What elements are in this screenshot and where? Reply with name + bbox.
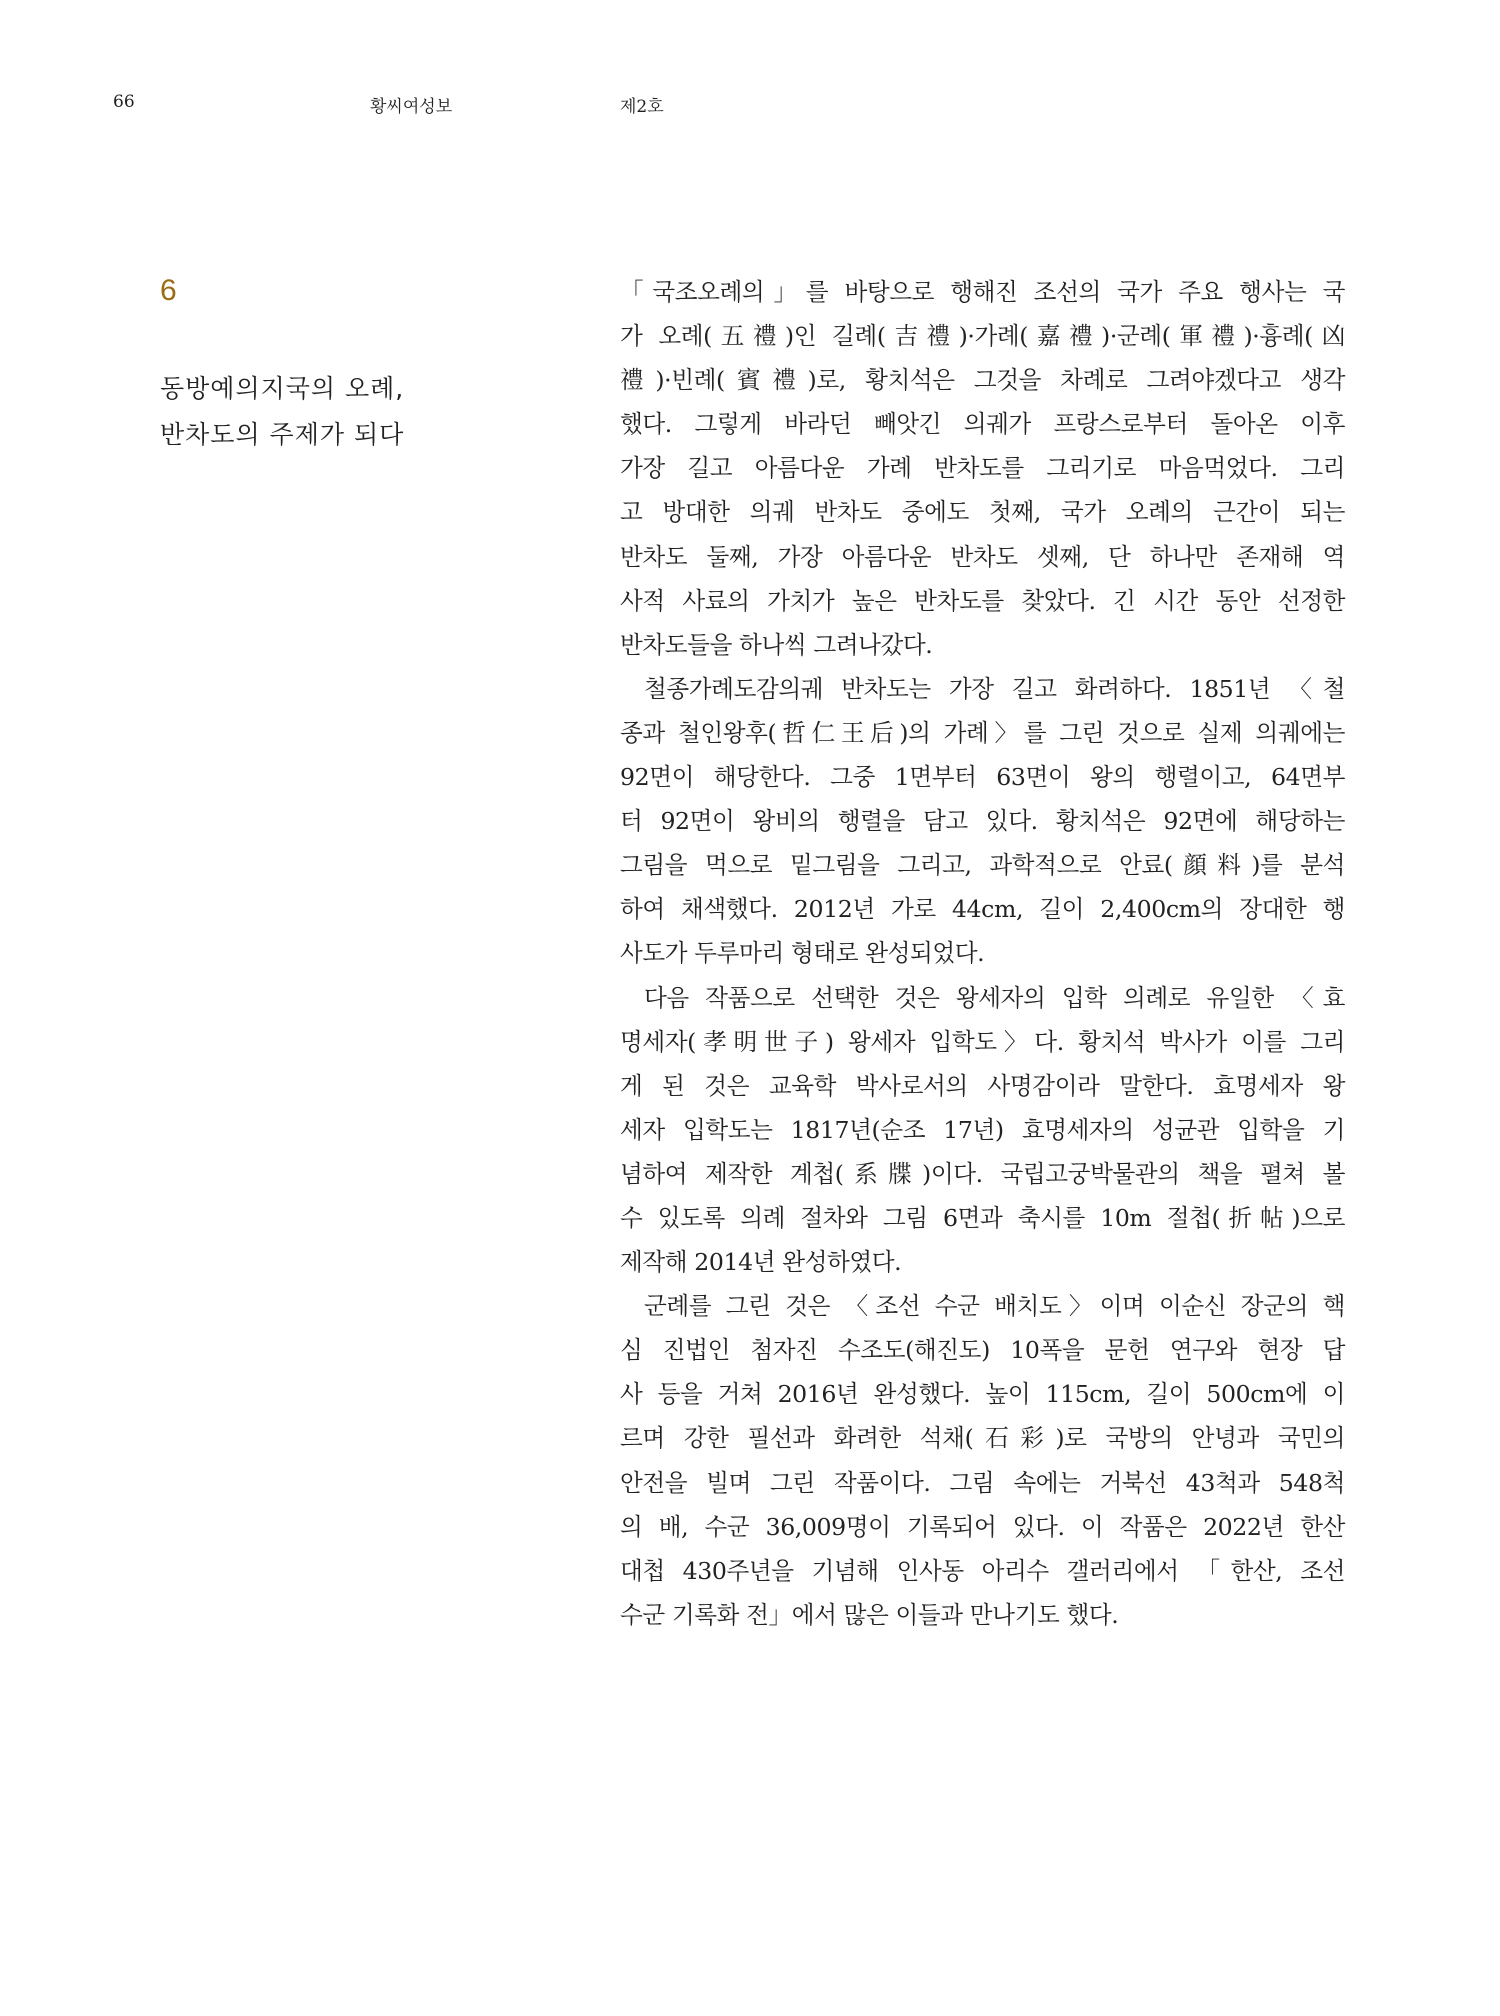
body-line: 고 방대한 의궤 반차도 중에도 첫째, 국가 오례의 근간이 되는 <box>620 498 1345 527</box>
section-title-line: 동방예의지국의 오례, <box>160 374 405 403</box>
body-line: 세자 입학도는 1817년(순조 17년) 효명세자의 성균관 입학을 기 <box>620 1115 1345 1144</box>
body-line: 가장 길고 아름다운 가례 반차도를 그리기로 마음먹었다. 그리 <box>620 454 1345 483</box>
body-line: 다음 작품으로 선택한 것은 왕세자의 입학 의례로 유일한 〈효 <box>644 983 1345 1012</box>
body-line: 념하여 제작한 계첩(系牒)이다. 국립고궁박물관의 책을 펼쳐 볼 <box>620 1159 1345 1188</box>
body-line: 사적 사료의 가치가 높은 반차도를 찾았다. 긴 시간 동안 선정한 <box>620 586 1345 615</box>
page-number: 66 <box>113 92 135 112</box>
body-line: 대첩 430주년을 기념해 인사동 아리수 갤러리에서 「한산, 조선 <box>620 1556 1345 1585</box>
body-line: 군례를 그린 것은 〈조선 수군 배치도〉이며 이순신 장군의 핵 <box>644 1292 1345 1321</box>
body-line: 종과 철인왕후(哲仁王后)의 가례〉를 그린 것으로 실제 의궤에는 <box>620 718 1345 747</box>
body-line: 했다. 그렇게 바라던 빼앗긴 의궤가 프랑스로부터 돌아온 이후 <box>620 410 1345 439</box>
body-line: 명세자(孝明世子) 왕세자 입학도〉다. 황치석 박사가 이를 그리 <box>620 1027 1345 1056</box>
body-line: 안전을 빌며 그린 작품이다. 그림 속에는 거북선 43척과 548척 <box>620 1468 1345 1497</box>
body-line: 반차도들을 하나씩 그려나갔다. <box>620 630 933 659</box>
body-line: 철종가례도감의궤 반차도는 가장 길고 화려하다. 1851년 〈철 <box>644 674 1345 703</box>
body-line: 게 된 것은 교육학 박사로서의 사명감이라 말한다. 효명세자 왕 <box>620 1071 1345 1100</box>
body-line: 르며 강한 필선과 화려한 석채(石彩)로 국방의 안녕과 국민의 <box>620 1424 1345 1453</box>
body-line: 터 92면이 왕비의 행렬을 담고 있다. 황치석은 92면에 해당하는 <box>620 807 1345 836</box>
publication-title: 황씨여성보 <box>370 97 453 117</box>
body-line: 제작해 2014년 완성하였다. <box>620 1248 902 1277</box>
body-line: 가 오례(五禮)인 길례(吉禮)·가례(嘉禮)·군례(軍禮)·흉례(凶 <box>620 322 1345 351</box>
running-header <box>0 92 1500 122</box>
issue-number: 제2호 <box>620 97 664 117</box>
body-line: 의 배, 수군 36,009명이 기록되어 있다. 이 작품은 2022년 한산 <box>620 1512 1345 1541</box>
section-number: 6 <box>160 274 177 307</box>
body-line: 禮)·빈례(賓禮)로, 황치석은 그것을 차례로 그려야겠다고 생각 <box>620 366 1345 395</box>
body-line: 사도가 두루마리 형태로 완성되었다. <box>620 939 985 968</box>
body-line: 92면이 해당한다. 그중 1면부터 63면이 왕의 행렬이고, 64면부 <box>620 763 1345 792</box>
body-line: 수 있도록 의례 절차와 그림 6면과 축시를 10m 절첩(折帖)으로 <box>620 1203 1345 1232</box>
body-line: 그림을 먹으로 밑그림을 그리고, 과학적으로 안료(顔料)를 분석 <box>620 851 1345 880</box>
body-text <box>620 270 1345 1637</box>
body-line: 반차도 둘째, 가장 아름다운 반차도 셋째, 단 하나만 존재해 역 <box>620 542 1345 571</box>
body-line: 하여 채색했다. 2012년 가로 44cm, 길이 2,400cm의 장대한 행 <box>620 895 1345 924</box>
section-title <box>160 366 480 458</box>
body-line: 심 진법인 첨자진 수조도(해진도) 10폭을 문헌 연구와 현장 답 <box>620 1336 1345 1365</box>
body-line: 「국조오례의」를 바탕으로 행해진 조선의 국가 주요 행사는 국 <box>620 278 1345 306</box>
section-title-line: 반차도의 주제가 되다 <box>160 420 405 449</box>
body-line: 수군 기록화 전」에서 많은 이들과 만나기도 했다. <box>620 1600 1119 1629</box>
body-line: 사 등을 거쳐 2016년 완성했다. 높이 115cm, 길이 500cm에 이 <box>620 1380 1345 1409</box>
